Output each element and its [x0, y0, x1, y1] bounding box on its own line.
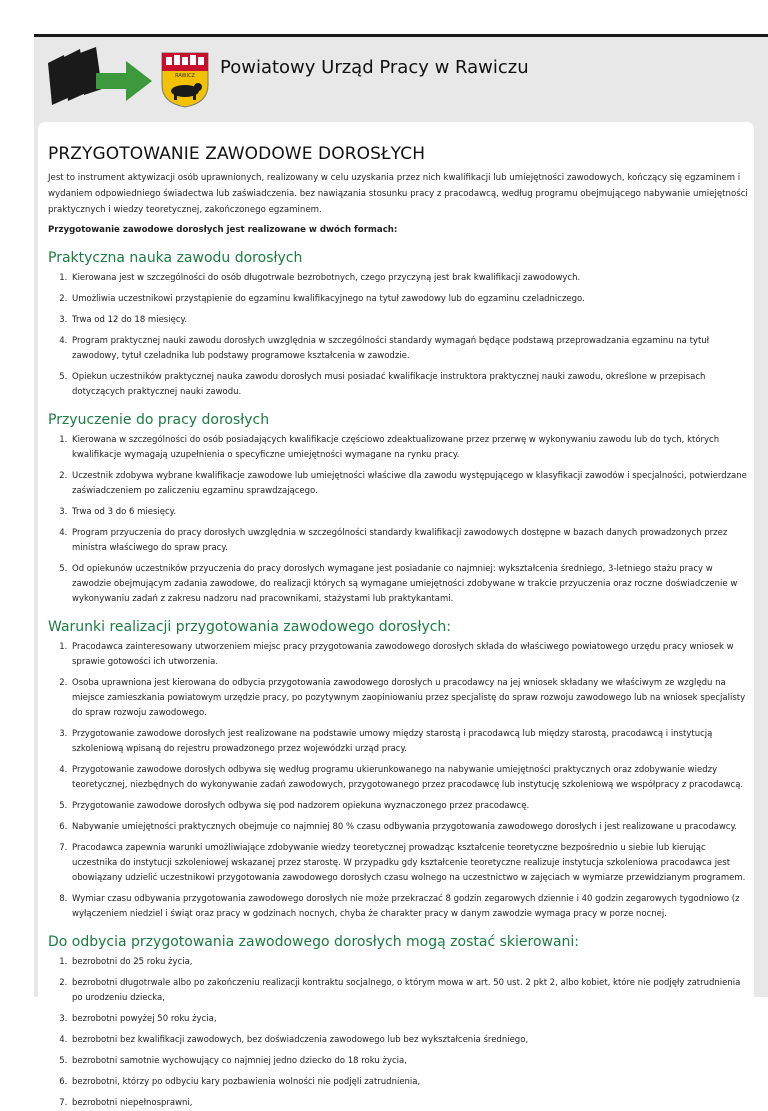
list-item: 1. Kierowana w szczególności do osób posiadających kwalifikacje częściowo zdeaktualizowane przez przerwę w wykonywaniu zawodu lub do tych, których kwalifikacje wymagają uzupełnienia o specyficzne umiejętności wymagane na rynku pracy. — [70, 433, 748, 463]
conditions-list — [48, 640, 748, 922]
practical-list — [48, 271, 748, 400]
rawicz-crest-icon — [160, 51, 210, 109]
eligible-list — [48, 955, 748, 1111]
list-item: 1. Kierowana jest w szczególności do osób długotrwale bezrobotnych, czego przyczyną jest brak kwalifikacji zawodowych. — [70, 271, 748, 286]
list-item: 4. Program praktycznej nauki zawodu dorosłych uwzględnia w szczególności standardy wymagań będące podstawą przeprowadzania egzaminu na tytuł zawodowy, tytuł czeladnika lub podstawy programowe kształcenia w zawodzie. — [70, 334, 748, 364]
list-item: 3. bezrobotni powyżej 50 roku życia, — [70, 1012, 748, 1027]
list-item: 2. Uczestnik zdobywa wybrane kwalifikacje zawodowe lub umiejętności właściwe dla zawodu występującego w klasyfikacji zawodów i specjalności, potwierdzane zaświadczeniem po zaliczeniu egzaminu sprawdzającego. — [70, 469, 748, 499]
list-item: 1. Pracodawca zainteresowany utworzeniem miejsc pracy przygotowania zawodowego dorosłych składa do właściwego powiatowego urzędu pracy wniosek w sprawie gotowości ich utworzenia. — [70, 640, 748, 670]
list-item: 2. Umożliwia uczestnikowi przystąpienie do egzaminu kwalifikacyjnego na tytuł zawodowy lub do egzaminu czeladniczego. — [70, 292, 748, 307]
list-item: 5. Przygotowanie zawodowe dorosłych odbywa się pod nadzorem opiekuna wyznaczonego przez pracodawcę. — [70, 799, 748, 814]
site-title: Powiatowy Urząd Pracy w Rawiczu — [220, 57, 529, 78]
list-item: 6. bezrobotni, którzy po odbyciu kary pozbawienia wolności nie podjęli zatrudnienia, — [70, 1075, 748, 1090]
list-item: 7. bezrobotni niepełnosprawni, — [70, 1096, 748, 1111]
list-item: 4. Program przyuczenia do pracy dorosłych uwzględnia w szczególności standardy kwalifikacji zawodowych dostępne w bazach danych prowadzonych przez ministra właściwego do spraw pracy. — [70, 526, 748, 556]
list-item: 3. Trwa od 12 do 18 miesięcy. — [70, 313, 748, 328]
intro-paragraph: Jest to instrument aktywizacji osób uprawnionych, realizowany w celu uzyskania przez nich kwalifikacji lub umiejętności zawodowych, kończący się egzaminem i wydaniem odpowiedniego świadectwa lub zaświadczenia. bez nawiązania stosunku pracy z pracodawcą, według programu obejmującego nabywanie umiejętności praktycznych i wiedzy teoretycznej, zakończonego egzaminem. — [48, 173, 748, 215]
section-heading-practical: Praktyczna nauka zawodu dorosłych — [48, 250, 303, 266]
list-item: 3. Przygotowanie zawodowe dorosłych jest realizowane na podstawie umowy między starostą i pracodawcą lub między starostą, pracodawcą i instytucją szkoleniową wpisaną do rejestru prowadzonego przez wojewódzki urząd pracy. — [70, 727, 748, 757]
training-list — [48, 433, 748, 607]
section-heading-training: Przyuczenie do pracy dorosłych — [48, 412, 270, 428]
page-frame — [34, 34, 768, 1108]
main-content — [38, 122, 754, 1108]
site-header — [34, 37, 768, 122]
list-item: 3. Trwa od 3 do 6 miesięcy. — [70, 505, 748, 520]
crest-label: RAWICZ — [175, 73, 195, 79]
arrow-logo-icon — [34, 45, 154, 115]
list-item: 5. bezrobotni samotnie wychowujący co najmniej jedno dziecko do 18 roku życia, — [70, 1054, 748, 1069]
list-item: 1. bezrobotni do 25 roku życia, — [70, 955, 748, 970]
list-item: 4. bezrobotni bez kwalifikacji zawodowych, bez doświadczenia zawodowego lub bez wykształcenia średniego, — [70, 1033, 748, 1048]
page-title: PRZYGOTOWANIE ZAWODOWE DOROSŁYCH — [48, 144, 426, 164]
list-item: 5. Od opiekunów uczestników przyuczenia do pracy dorosłych wymagane jest posiadanie co najmniej: wykształcenia średniego, 3-letniego stażu pracy w zawodzie obejmującym zadania zawodowe, do realizacji których są wymagane umiejętności zdobywane w trakcie przyuczenia oraz roczne doświadczenie w wykonywaniu zadań z zakresu nadzoru nad pracownikami, stażystami lub praktykantami. — [70, 562, 748, 607]
list-item: 2. Osoba uprawniona jest kierowana do odbycia przygotowania zawodowego dorosłych u pracodawcy na jej wniosek składany we właściwym ze względu na miejsce zamieszkania powiatowym urzędzie pracy, po pozytywnym zaopiniowaniu przez specjalistę do spraw rozwoju zawodowego lub na wniosek specjalisty do spraw rozwoju zawodowego. — [70, 676, 748, 721]
list-item: 5. Opiekun uczestników praktycznej nauka zawodu dorosłych musi posiadać kwalifikacje instruktora praktycznej nauki zawodu, określone w przepisach dotyczących praktycznej nauki zawodu. — [70, 370, 748, 400]
list-item: 6. Nabywanie umiejętności praktycznych obejmuje co najmniej 80 % czasu odbywania przygotowania zawodowego dorosłych i jest realizowane u pracodawcy. — [70, 820, 748, 835]
forms-note: Przygotowanie zawodowe dorosłych jest realizowane w dwóch formach: — [48, 225, 398, 235]
list-item: 7. Pracodawca zapewnia warunki umożliwiające zdobywanie wiedzy teoretycznej prowadząc kształcenie teoretyczne bezpośrednio u siebie lub kierując uczestnika do instytucji szkoleniowej wskazanej przez starostę. W przypadku gdy kształcenie teoretyczne realizuje instytucja szkoleniowa pracodawca jest obowiązany udzielić uczestnikowi przygotowania zawodowego dorosłych czasu wolnego na uczestnictwo w zajęciach w wymiarze przewidzianym programem. — [70, 841, 748, 886]
list-item: 4. Przygotowanie zawodowe dorosłych odbywa się według programu ukierunkowanego na nabywanie umiejętności praktycznych oraz zdobywanie wiedzy teoretycznej, niezbędnych do wykonywanie zadań zawodowych, przygotowanego przez pracodawcę lub instytucję szkoleniową we współpracy z pracodawcą. — [70, 763, 748, 793]
list-item: 2. bezrobotni długotrwale albo po zakończeniu realizacji kontraktu socjalnego, o którym mowa w art. 50 ust. 2 pkt 2, albo kobiet, które nie podjęły zatrudnienia po urodzeniu dziecka, — [70, 976, 748, 1006]
list-item: 8. Wymiar czasu odbywania przygotowania zawodowego dorosłych nie może przekraczać 8 godzin zegarowych dziennie i 40 godzin zegarowych tygodniowo (z wyłączeniem niedziel i świąt oraz pracy w godzinach nocnych, chyba że charakter pracy w danym zawodzie wymaga pracy w porze nocnej. — [70, 892, 748, 922]
section-heading-conditions: Warunki realizacji przygotowania zawodowego dorosłych: — [48, 619, 452, 635]
section-heading-eligible: Do odbycia przygotowania zawodowego dorosłych mogą zostać skierowani: — [48, 934, 580, 950]
